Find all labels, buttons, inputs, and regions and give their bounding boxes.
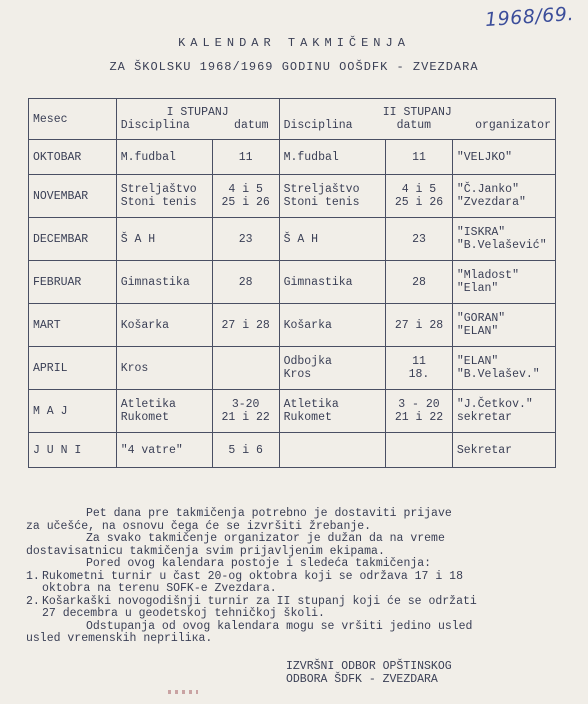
date2-line: 18. [408,368,430,381]
organizer-line: Sekretar [456,443,513,457]
date2-cell [386,347,453,390]
table-row [29,175,556,218]
list-line: Rukometni turnir u čast 20-og oktobra koji se održava 17 i 18 [42,569,463,583]
discipline2-cell [279,175,386,218]
date1-line: 25 i 26 [221,196,270,209]
discipline2-line: Stoni tenis [283,196,360,209]
discipline1-cell [116,218,212,261]
date1-line: 23 [238,232,253,246]
month-label: DECEMBAR [33,232,89,246]
list-line: oktobra na terenu SOFK-e Zvezdara. [42,582,277,595]
discipline1-line: Košarka [120,318,170,332]
note-line: Za svako takmičenje organizator je dužan da na vreme [86,532,445,545]
discipline2-line: Košarka [283,318,332,332]
table-row [29,347,556,390]
ink-smudge [168,690,198,694]
discipline2-cell [279,390,386,433]
header-organizer: organizator [475,119,551,132]
month-cell [29,261,117,304]
table-body [29,140,556,468]
date2-line: 21 i 22 [394,411,444,424]
date1-line: 3-20 [231,398,260,411]
discipline1-cell [116,304,212,347]
date1-cell [212,304,279,347]
month-label: APRIL [33,361,68,375]
discipline2-line: M.fudbal [283,150,339,164]
date2-cell [386,433,453,468]
discipline2-cell [279,433,386,468]
discipline2-cell [279,261,386,304]
date2-cell [386,175,453,218]
note-line: dostavisatnicu takmičenja svim prijavljenim ekipama. [26,544,385,558]
note-line: usled vremenskih nepriliка. [26,632,213,645]
organizer-line: "B.Velašević" [456,239,547,252]
month-cell [29,218,117,261]
handwritten-year-note: 1968/69. [484,2,575,32]
date2-line: 3 - 20 [398,398,440,411]
note-line: za učešće, na osnovu čega će se izvršiti žrebanje. [26,519,372,533]
notes-section [26,508,566,646]
header-month: Mesec [29,99,117,140]
document-title: KALENDAR TAKMIČENJA [178,36,410,50]
signature-block [286,660,452,686]
header-date-2: datum [396,119,432,132]
organizer-line: "Č.Janko" [456,183,519,196]
month-cell [29,140,117,175]
note-line: Pored ovog kalendara postoje i sledeća takmičenja: [86,557,432,570]
date2-cell [386,140,453,175]
organizer-cell [452,390,555,433]
organizer-line: "Zvezdara" [456,196,526,209]
header-discipline-2: Disciplina [283,119,353,132]
discipline2-cell [279,304,386,347]
table-row [29,218,556,261]
discipline2-line: Kros [283,368,312,381]
discipline2-line: Rukomet [283,411,332,424]
month-label: MART [33,318,61,332]
discipline2-line: Streljaštvo [283,183,360,196]
organizer-cell [452,218,555,261]
discipline2-cell [279,218,386,261]
note-line: Pet dana pre takmičenja potrebno je dostaviti prijave [86,507,452,520]
organizer-line: "ELAN" [456,325,499,338]
month-cell [29,347,117,390]
date1-cell [212,390,279,433]
discipline1-cell [116,175,212,218]
signature-line: ODBORA ŠDFK - ZVEZDARA [286,673,438,686]
table-row [29,261,556,304]
month-label: J U N I [33,443,82,457]
organizer-line: "VELJKO" [456,150,513,164]
date2-cell [386,261,453,304]
discipline1-line: Streljaštvo [120,183,197,196]
date1-line: 28 [238,275,253,289]
table-row [29,140,556,175]
month-label: M A J [33,404,68,418]
organizer-line: "Mladost" [456,269,519,282]
date1-cell [212,433,279,468]
organizer-cell [452,140,555,175]
month-cell [29,175,117,218]
organizer-line: "J.Četkov." [456,398,533,411]
discipline1-line: Atletika [120,398,176,411]
header-group-1 [116,99,279,140]
organizer-line: "ELAN" [456,355,499,368]
date1-line: 11 [238,150,253,164]
list-line: 27 decembra u geodetskoj tehničkoj školi. [42,607,325,620]
discipline1-cell [116,390,212,433]
date1-line: 4 i 5 [228,183,263,196]
date1-cell [212,261,279,304]
date1-line: 21 i 22 [221,411,270,424]
date1-cell [212,218,279,261]
discipline2-line: Š A H [283,232,319,246]
date2-line: 11 [412,355,426,368]
discipline2-line: Gimnastika [283,275,353,289]
month-cell [29,390,117,433]
discipline2-cell [279,140,386,175]
group1-label: I STUPANJ [166,106,229,119]
date1-cell [212,175,279,218]
discipline1-cell [116,261,212,304]
month-cell [29,304,117,347]
group2-label: II STUPANJ [382,106,452,119]
organizer-line: "B.Velašev." [456,368,540,381]
discipline1-line: Stoni tenis [120,196,197,209]
organizer-line: "ISKRA" [456,226,506,239]
date2-cell [386,304,453,347]
organizer-cell [452,304,555,347]
date2-line: 28 [412,275,426,289]
header-group-2 [279,99,555,140]
month-label: FEBRUAR [33,275,82,289]
date2-line: 23 [412,232,426,246]
date2-line: 25 i 26 [394,196,444,209]
date1-line: 27 i 28 [221,318,270,332]
organizer-cell [452,433,555,468]
month-cell [29,433,117,468]
document-subtitle: ZA ŠKOLSKU 1968/1969 GODINU OOŠDFK - ZVEZDARA [109,60,479,74]
date1-cell [212,140,279,175]
date2-line: 27 i 28 [394,318,444,332]
date2-line: 11 [412,150,426,164]
organizer-line: "GORAN" [456,312,506,325]
organizer-line: "Elan" [456,282,499,295]
table-header-row [29,99,556,140]
list-number: 2. [26,594,40,608]
list-item [26,596,566,621]
date2-line: 4 i 5 [401,183,437,196]
header-discipline-1: Disciplina [120,119,190,132]
discipline1-line: Š A H [120,232,156,246]
organizer-cell [452,175,555,218]
month-label: NOVEMBAR [33,189,89,203]
date1-line: 5 i 6 [228,443,263,457]
list-item [26,571,566,596]
discipline1-cell [116,433,212,468]
date2-cell [386,218,453,261]
note-line: Odstupanja od ovog kalendara mogu se vršiti jedino usled [86,619,473,633]
list-line: Košarkaški novogodišnji turnir za II stupanj koji će se održati [42,594,477,608]
discipline1-line: M.fudbal [120,150,176,164]
competition-calendar-table [28,98,556,468]
month-label: OKTOBAR [33,150,82,164]
table-row [29,304,556,347]
discipline1-line: Kros [120,361,149,375]
discipline2-cell [279,347,386,390]
header-date-1: datum [234,119,269,132]
table-row [29,390,556,433]
organizer-cell [452,347,555,390]
discipline1-line: Rukomet [120,411,170,424]
discipline2-line: Odbojka [283,355,332,368]
discipline1-cell [116,347,212,390]
organizer-cell [452,261,555,304]
discipline2-line: Atletika [283,398,339,411]
signature-line: IZVRŠNI ODBOR OPŠTINSKOG [286,660,452,673]
date1-cell [212,347,279,390]
organizer-line: sekretar [456,411,513,424]
table-row [29,433,556,468]
list-number: 1. [26,569,40,583]
discipline1-line: Gimnastika [120,275,190,289]
discipline1-cell [116,140,212,175]
discipline1-line: "4 vatre" [120,443,183,457]
date2-cell [386,390,453,433]
